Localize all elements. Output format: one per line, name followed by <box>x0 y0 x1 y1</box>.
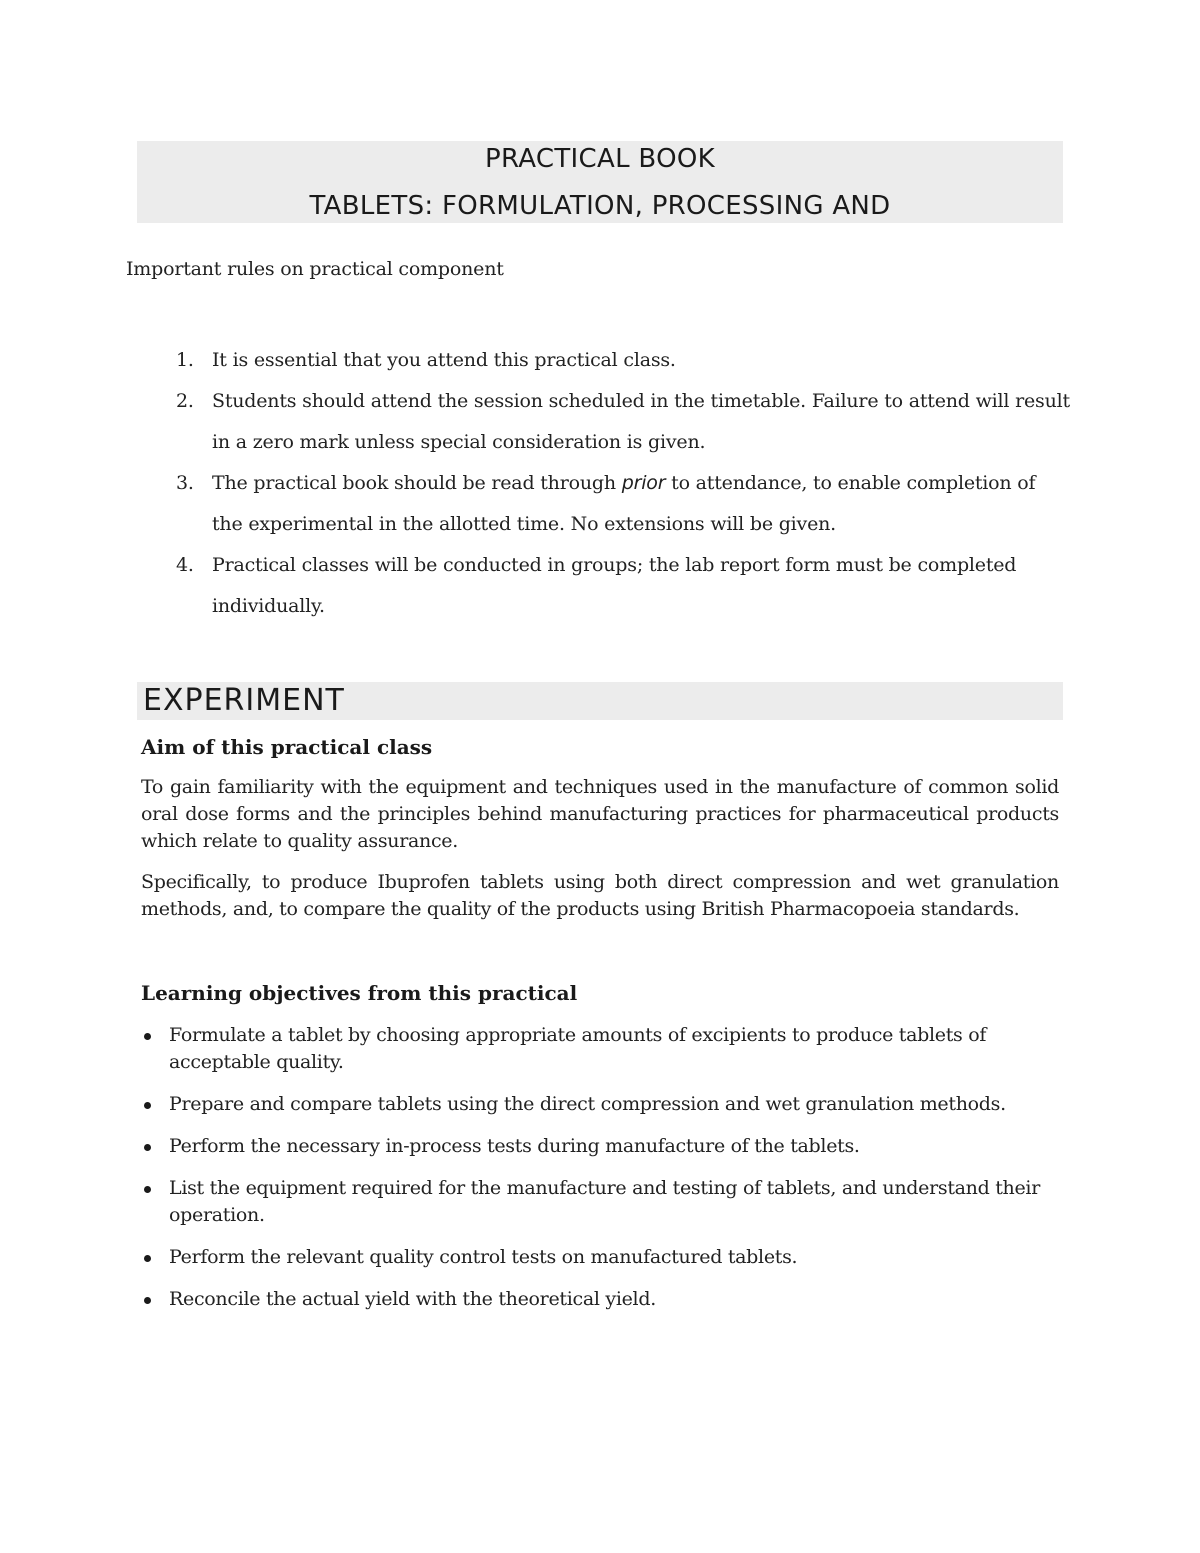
aim-paragraph: To gain familiarity with the equipment and techniques used in the manufacture of common solid oral dose forms and the principles behind manufacturing practices for pharmaceutical products which relate to quality assurance. <box>141 776 1059 852</box>
rule-text-after: to attendance, to enable completion of the experimental in the allotted time. No extensions will be given. <box>212 472 1036 535</box>
rule-number: 3. <box>176 472 194 494</box>
title-block <box>137 141 1063 223</box>
aim-paragraph: Specifically, to produce Ibuprofen tablets using both direct compression and wet granulation methods, and, to compare the quality of the products using British Pharmacopoeia standards. <box>141 871 1059 920</box>
objective-item <box>141 1133 1041 1160</box>
rules-list <box>170 340 1070 627</box>
objective-text: Perform the relevant quality control tests on manufactured tablets. <box>169 1246 798 1268</box>
bullet-icon <box>144 1297 151 1304</box>
bullet-icon <box>144 1033 151 1040</box>
objectives-list <box>141 1022 1041 1328</box>
objective-text: Formulate a tablet by choosing appropriate amounts of excipients to produce tablets of acceptable quality. <box>169 1024 987 1073</box>
rule-item <box>170 463 1070 545</box>
rule-number: 4. <box>176 554 194 576</box>
rule-number: 1. <box>176 349 194 371</box>
document-subtitle: TABLETS: FORMULATION, PROCESSING AND <box>309 191 891 221</box>
rule-item <box>170 340 1070 381</box>
aim-section <box>141 735 1059 923</box>
objective-text: Perform the necessary in-process tests during manufacture of the tablets. <box>169 1135 860 1157</box>
rule-text: Students should attend the session scheduled in the timetable. Failure to attend will result in a zero mark unless special consideration is given. <box>212 390 1070 453</box>
rule-number: 2. <box>176 390 194 412</box>
objective-item <box>141 1022 1041 1076</box>
experiment-heading-band <box>137 682 1063 720</box>
experiment-heading: EXPERIMENT <box>143 683 345 718</box>
bullet-icon <box>144 1186 151 1193</box>
bullet-icon <box>144 1102 151 1109</box>
objectives-section <box>141 981 1059 1005</box>
objective-item <box>141 1286 1041 1313</box>
objectives-heading: Learning objectives from this practical <box>141 981 578 1005</box>
document-title: PRACTICAL BOOK <box>485 144 715 174</box>
objective-item <box>141 1175 1041 1229</box>
bullet-icon <box>144 1255 151 1262</box>
rule-item <box>170 381 1070 463</box>
rule-item <box>170 545 1070 627</box>
rule-text-before: The practical book should be read through <box>212 472 622 494</box>
aim-heading: Aim of this practical class <box>141 735 433 759</box>
rule-emphasis: prior <box>621 472 666 494</box>
bullet-icon <box>144 1144 151 1151</box>
objective-text: List the equipment required for the manufacture and testing of tablets, and understand their operation. <box>169 1177 1040 1226</box>
objective-item <box>141 1244 1041 1271</box>
rule-text: It is essential that you attend this practical class. <box>212 349 676 371</box>
objective-text: Prepare and compare tablets using the direct compression and wet granulation methods. <box>169 1093 1006 1115</box>
objective-text: Reconcile the actual yield with the theoretical yield. <box>169 1288 656 1310</box>
objective-item <box>141 1091 1041 1118</box>
rules-intro: Important rules on practical component <box>126 258 504 280</box>
rule-text: Practical classes will be conducted in groups; the lab report form must be completed individually. <box>212 554 1017 617</box>
